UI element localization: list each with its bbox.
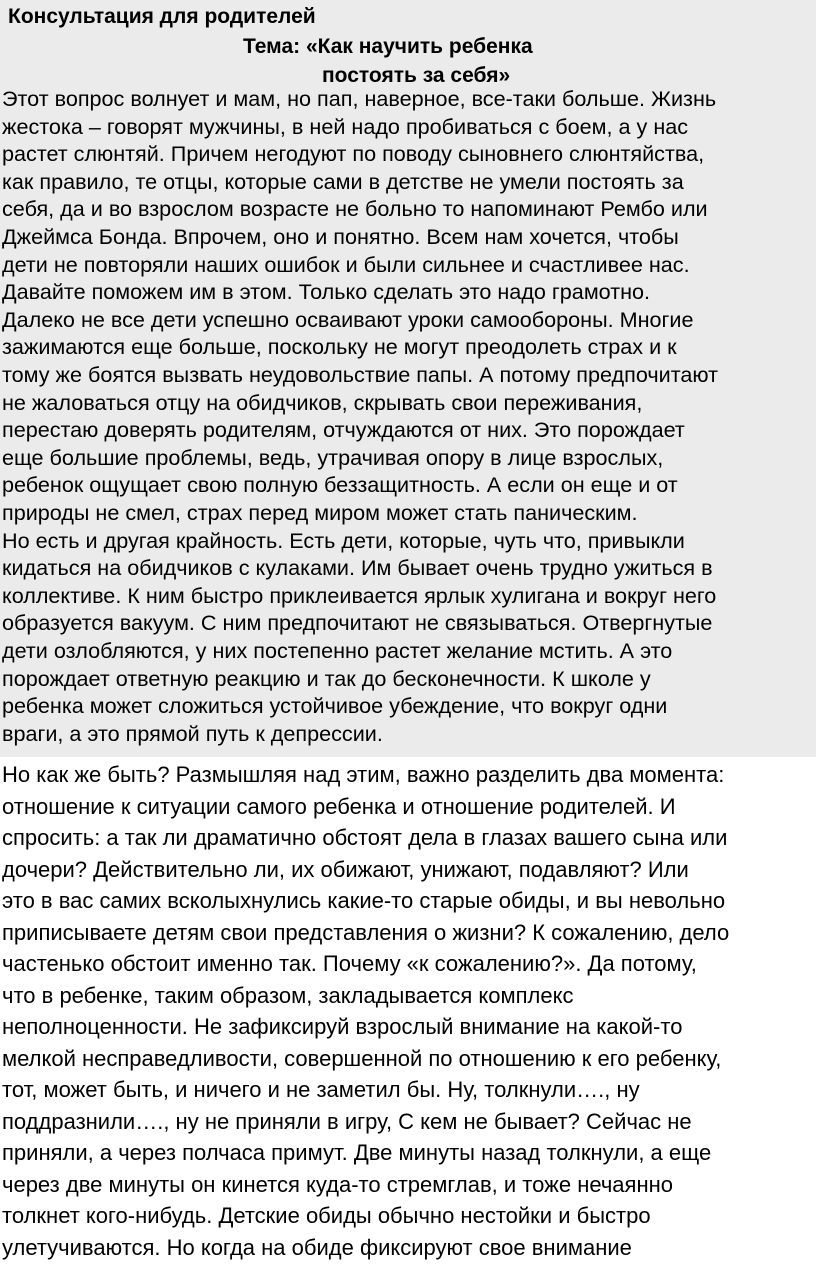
text-line: поддразнили…., ну не приняли в игру, С кем не бывает? Сейчас не bbox=[2, 1108, 692, 1134]
text-line: улетучиваются. Но когда на обиде фиксируют свое внимание bbox=[2, 1234, 632, 1260]
text-line: дети озлобляются, у них постепенно растет желание мстить. А это bbox=[2, 638, 673, 663]
text-line: не жаловаться отцу на обидчиков, скрывать свои переживания, bbox=[2, 389, 643, 415]
text-line: жестока – говорят мужчины, в ней надо пробиваться с боем, а у нас bbox=[2, 113, 689, 139]
text-line: порождает ответную реакцию и так до бесконечности. К школе у bbox=[2, 665, 651, 691]
text-line: отношение к ситуации самого ребенка и отношение родителей. И bbox=[2, 793, 676, 819]
text-line: как правило, те отцы, которые сами в детстве не умели постоять за bbox=[2, 168, 684, 194]
text-line: дети не повторяли наших ошибок и были сильнее и счастливее нас. bbox=[2, 251, 690, 277]
text-line: что в ребенке, таким образом, закладывается комплекс bbox=[2, 982, 574, 1008]
text-line: кидаться на обидчиков с кулаками. Им бывает очень трудно ужиться в bbox=[2, 555, 713, 581]
topic-line-2: постоять за себя» bbox=[322, 64, 511, 87]
text-line: образуется вакуум. С ним предпочитают не связываться. Отвергнутые bbox=[2, 610, 713, 636]
text-line: толкнет кого-нибудь. Детские обиды обычно нестойки и быстро bbox=[2, 1203, 651, 1228]
text-line: это в вас самих всколыхнулись какие-то старые обиды, и вы невольно bbox=[2, 888, 726, 913]
text-line: еще большие проблемы, ведь, утрачивая опору в лице взрослых, bbox=[2, 444, 664, 470]
text-line: приписываете детям свои представления о жизни? К сожалению, дело bbox=[2, 919, 730, 945]
document-heading: Консультация для родителей bbox=[8, 5, 316, 28]
text-line: через две минуты он кинется куда-то стремглав, и тоже нечаянно bbox=[2, 1171, 673, 1197]
text-line: приняли, а через полчаса примут. Две минуты назад толкнули, а еще bbox=[2, 1140, 712, 1165]
text-line: ребенок ощущает свою полную беззащитность. А если он еще и от bbox=[2, 472, 678, 498]
text-line: природы не смел, страх перед миром может стать паническим. bbox=[2, 500, 638, 525]
text-line: мелкой несправедливости, совершенной по отношению к его ребенку, bbox=[2, 1045, 722, 1071]
text-line: Далеко не все дети успешно осваивают уроки самообороны. Многие bbox=[2, 306, 694, 332]
text-line: спросить: а так ли драматично обстоят дела в глазах вашего сына или bbox=[2, 825, 728, 850]
text-line: частенько обстоит именно так. Почему «к сожалению?». Да потому, bbox=[2, 951, 697, 976]
text-line: Но как же быть? Размышляя над этим, важно разделить два момента: bbox=[2, 762, 725, 787]
text-line: коллективе. К ним быстро приклеивается ярлык хулигана и вокруг него bbox=[2, 582, 717, 608]
text-line: ребенка может сложиться устойчивое убеждение, что вокруг одни bbox=[2, 693, 668, 719]
text-line: растет слюнтяй. Причем негодуют по поводу сыновнего слюнтяйства, bbox=[2, 141, 705, 167]
text-line: враги, а это прямой путь к депрессии. bbox=[2, 720, 383, 746]
text-line: перестаю доверять родителям, отчуждаются от них. Это порождает bbox=[2, 417, 685, 443]
text-line: неполноценности. Не зафиксируй взрослый внимание на какой-то bbox=[2, 1014, 683, 1039]
text-line: Этот вопрос волнует и мам, но пап, наверное, все-таки больше. Жизнь bbox=[2, 86, 717, 111]
text-line: Давайте поможем им в этом. Только сделать это надо грамотно. bbox=[2, 279, 651, 305]
topic-line-1: Тема: «Как научить ребенка bbox=[243, 35, 533, 58]
text-line: тому же боятся вызвать неудовольствие папы. А потому предпочитают bbox=[2, 362, 718, 387]
text-line: зажимаются еще больше, поскольку не могут преодолеть страх и к bbox=[2, 334, 677, 360]
text-line: себя, да и во взрослом возрасте не больно то напоминают Рембо или bbox=[2, 196, 708, 222]
text-line: Но есть и другая крайность. Есть дети, которые, чуть что, привыкли bbox=[2, 527, 685, 553]
text-line: Джеймса Бонда. Впрочем, оно и понятно. Всем нам хочется, чтобы bbox=[2, 224, 679, 249]
text-line: дочери? Действительно ли, их обижают, унижают, подавляют? Или bbox=[2, 856, 689, 882]
text-line: тот, может быть, и ничего и не заметил бы. Ну, толкнули…., ну bbox=[2, 1077, 640, 1102]
